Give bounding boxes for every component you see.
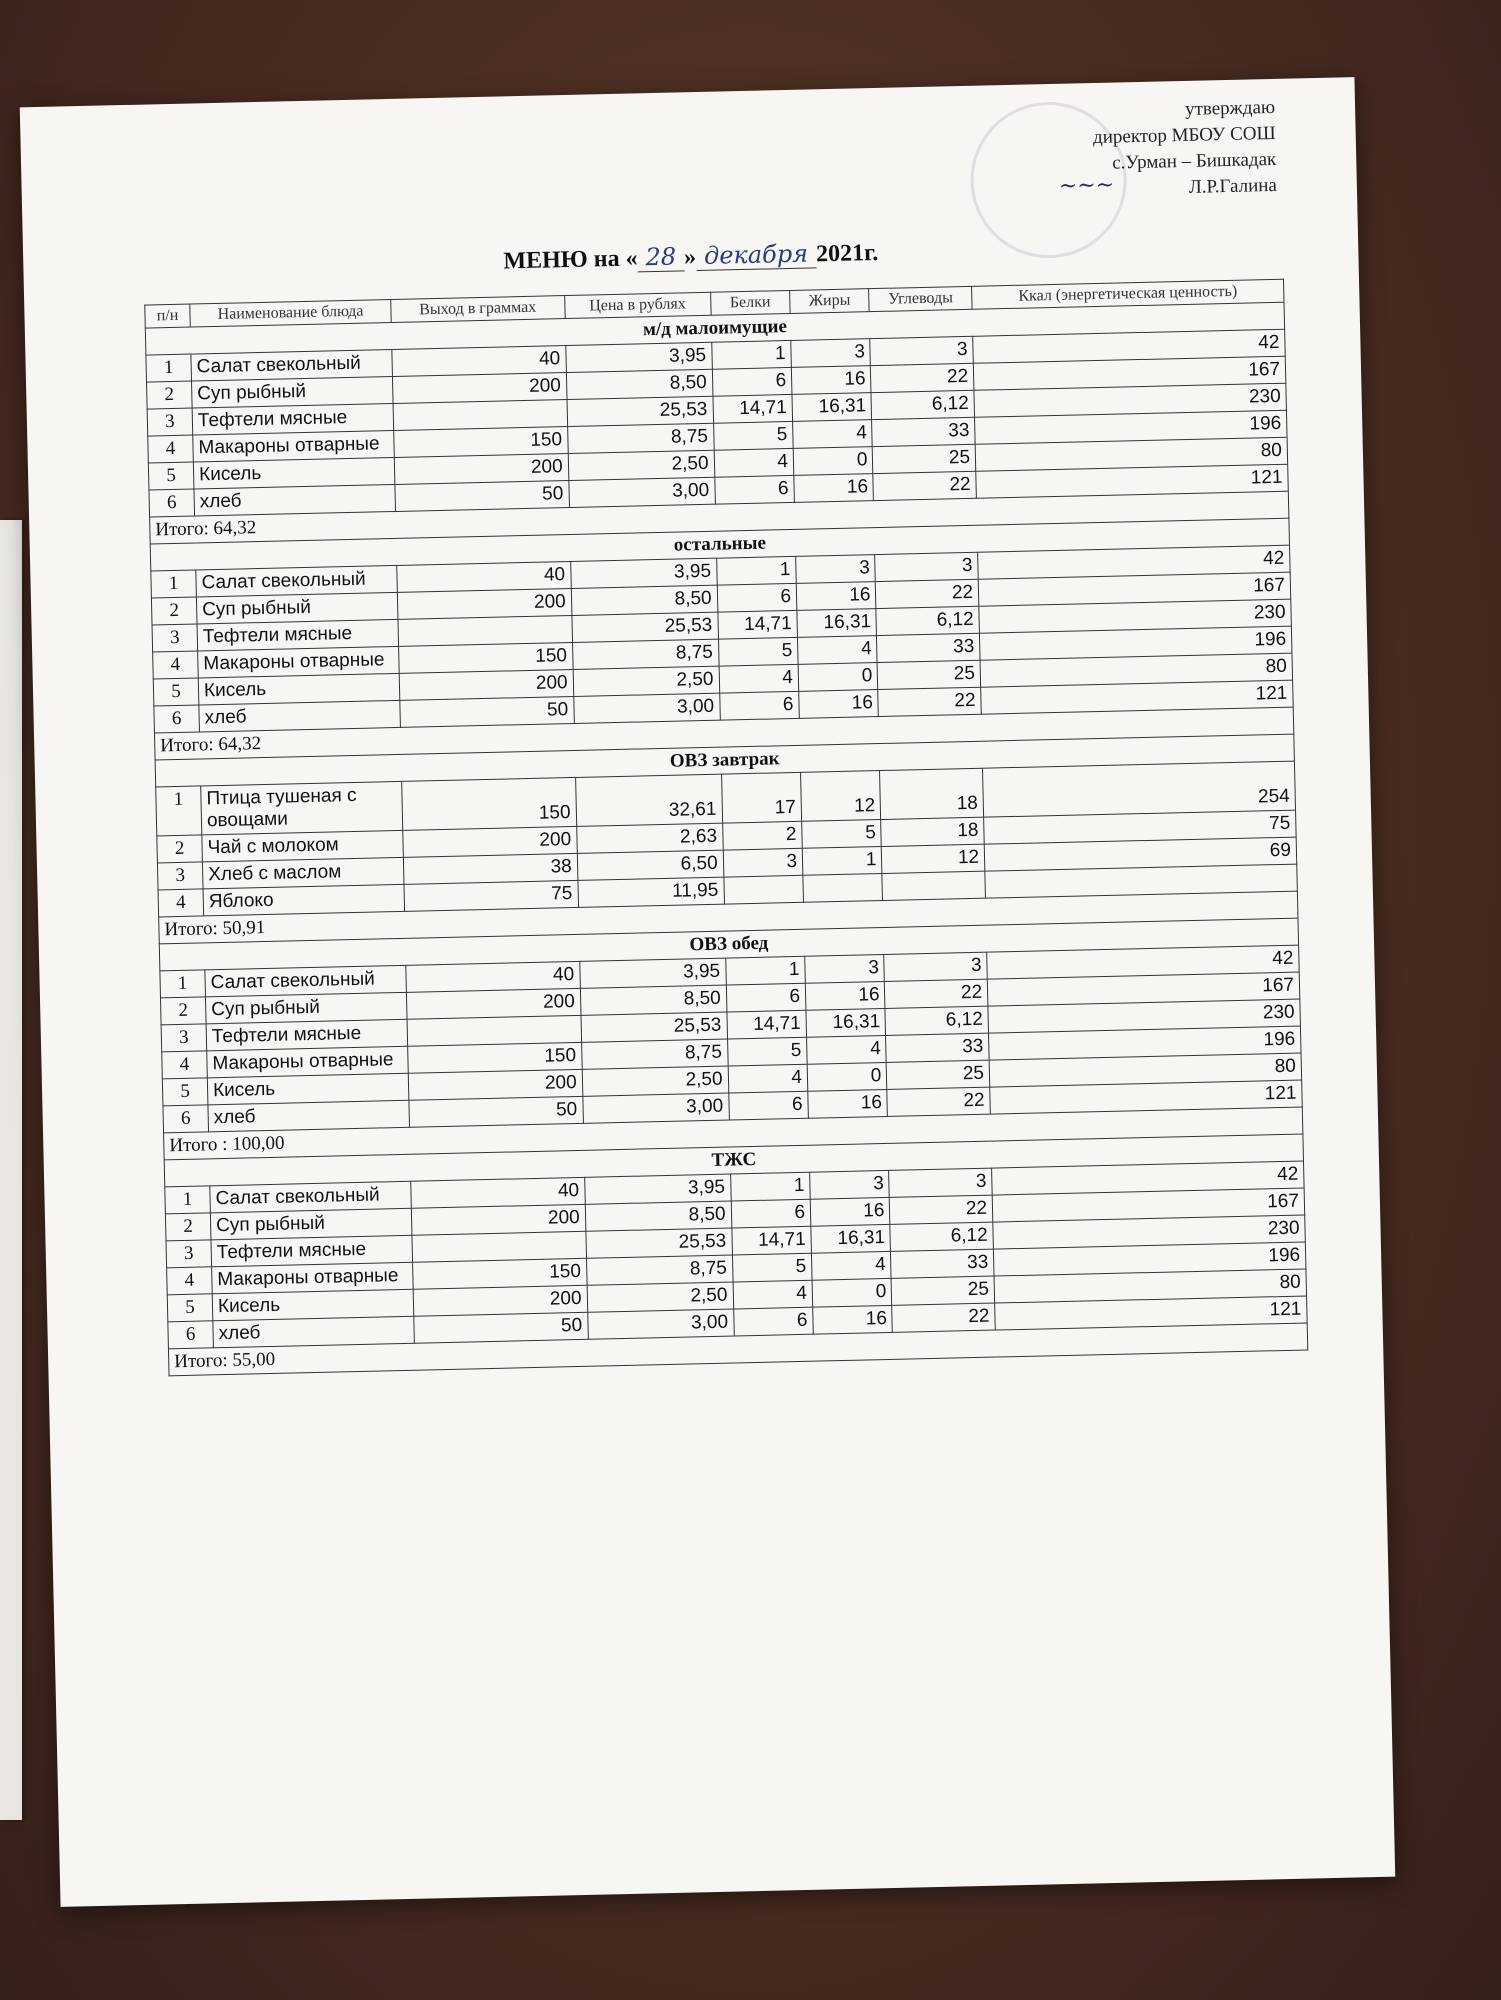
row-index: 6 bbox=[149, 489, 195, 517]
table-cell: 75 bbox=[404, 880, 578, 911]
table-cell: 121 bbox=[990, 1080, 1302, 1114]
table-cell: 12 bbox=[882, 844, 985, 873]
table-cell: 3 bbox=[796, 555, 876, 584]
table-cell: 230 bbox=[974, 383, 1286, 417]
row-index: 1 bbox=[160, 970, 206, 998]
table-cell: 150 bbox=[399, 642, 573, 673]
row-index: 4 bbox=[162, 1051, 208, 1079]
table-cell: 22 bbox=[890, 1195, 993, 1224]
table-cell: 50 bbox=[400, 696, 574, 727]
table-cell: 121 bbox=[981, 680, 1293, 714]
table-cell: 3 bbox=[884, 952, 987, 981]
row-index: 5 bbox=[153, 678, 199, 706]
dish-name: Хлеб с маслом bbox=[202, 857, 404, 889]
table-cell: 3 bbox=[875, 552, 978, 581]
table-cell: 0 bbox=[793, 447, 873, 476]
table-cell: 25 bbox=[891, 1276, 994, 1305]
table-cell: 14,71 bbox=[713, 394, 793, 423]
table-cell bbox=[393, 400, 567, 431]
dish-name: Суп рыбный bbox=[196, 592, 398, 624]
row-index: 2 bbox=[165, 1213, 211, 1241]
dish-name: Салат свекольный bbox=[210, 1181, 412, 1213]
col-header: п/н bbox=[145, 304, 191, 328]
table-cell: 32,61 bbox=[575, 774, 722, 826]
title-suffix: 2021г. bbox=[815, 239, 879, 268]
row-index: 4 bbox=[167, 1267, 213, 1295]
table-cell: 3,95 bbox=[570, 558, 717, 588]
table-cell: 22 bbox=[878, 687, 981, 716]
row-index: 2 bbox=[151, 597, 197, 625]
table-cell: 50 bbox=[409, 1096, 583, 1127]
table-cell: 25,53 bbox=[572, 612, 719, 642]
table-cell: 8,75 bbox=[581, 1039, 728, 1069]
adjacent-paper-edge bbox=[0, 520, 22, 1820]
dish-name: Макароны отварные bbox=[212, 1262, 414, 1294]
table-cell: 6,50 bbox=[577, 850, 724, 880]
row-index: 3 bbox=[152, 624, 198, 652]
table-cell: 3 bbox=[870, 336, 973, 365]
approval-line-3: с.Урман – Бишкадак bbox=[1111, 148, 1277, 174]
table-cell: 16 bbox=[796, 582, 876, 611]
table-cell: 6,12 bbox=[890, 1222, 993, 1251]
table-cell: 22 bbox=[892, 1303, 995, 1332]
approval-signature-line bbox=[1058, 172, 1278, 201]
table-cell: 150 bbox=[402, 777, 577, 830]
table-cell: 16 bbox=[805, 981, 885, 1010]
row-index: 3 bbox=[166, 1240, 212, 1268]
table-cell: 200 bbox=[406, 988, 580, 1019]
table-cell: 3 bbox=[810, 1170, 890, 1199]
table-cell: 200 bbox=[413, 1285, 587, 1316]
table-cell: 2,50 bbox=[582, 1066, 729, 1096]
dish-name: Салат свекольный bbox=[196, 565, 398, 597]
row-index: 3 bbox=[157, 862, 203, 890]
table-cell: 16,31 bbox=[811, 1224, 891, 1253]
table-cell: 167 bbox=[973, 356, 1285, 390]
table-cell: 40 bbox=[411, 1177, 585, 1208]
table-cell: 3,00 bbox=[573, 693, 720, 723]
table-cell: 5 bbox=[732, 1253, 812, 1282]
table-cell: 33 bbox=[877, 633, 980, 662]
table-cell: 18 bbox=[880, 768, 984, 819]
table-cell: 25,53 bbox=[586, 1228, 733, 1258]
page-title bbox=[23, 227, 1358, 286]
table-cell: 5 bbox=[727, 1037, 807, 1066]
row-index: 6 bbox=[154, 705, 200, 733]
table-cell: 14,71 bbox=[731, 1226, 811, 1255]
table-cell: 33 bbox=[872, 417, 975, 446]
table-cell: 42 bbox=[978, 545, 1290, 579]
table-cell: 12 bbox=[801, 771, 882, 822]
dish-name: хлеб bbox=[208, 1100, 410, 1132]
menu-sheet bbox=[20, 77, 1395, 1907]
dish-name: Макароны отварные bbox=[207, 1046, 409, 1078]
table-cell bbox=[723, 875, 803, 904]
section-title: остальные bbox=[150, 518, 1289, 571]
section-total: Итого: 50,91 bbox=[159, 891, 1298, 944]
table-cell: 16,31 bbox=[792, 393, 872, 422]
table-cell: 200 bbox=[408, 1069, 582, 1100]
table-cell: 5 bbox=[713, 421, 793, 450]
table-cell: 3,95 bbox=[584, 1174, 731, 1204]
dish-name: Кисель bbox=[193, 457, 395, 489]
table-cell: 11,95 bbox=[578, 877, 725, 907]
table-cell: 16 bbox=[799, 690, 879, 719]
dish-name: Суп рыбный bbox=[205, 992, 407, 1024]
table-cell: 196 bbox=[993, 1242, 1305, 1276]
table-cell: 200 bbox=[397, 588, 571, 619]
table-cell: 14,71 bbox=[727, 1010, 807, 1039]
row-index: 1 bbox=[165, 1186, 211, 1214]
menu-table bbox=[144, 279, 1308, 1377]
table-cell: 196 bbox=[989, 1026, 1301, 1060]
table-cell: 14,71 bbox=[717, 610, 797, 639]
dish-name: Тефтели мясные bbox=[211, 1235, 413, 1267]
table-cell: 8,50 bbox=[571, 585, 718, 615]
table-cell: 121 bbox=[995, 1296, 1307, 1330]
table-cell: 1 bbox=[725, 956, 805, 985]
table-cell: 33 bbox=[891, 1249, 994, 1278]
table-cell: 230 bbox=[988, 999, 1300, 1033]
table-cell: 3 bbox=[805, 954, 885, 983]
table-cell: 6 bbox=[733, 1307, 813, 1336]
table-cell: 40 bbox=[406, 961, 580, 992]
row-index: 6 bbox=[168, 1321, 214, 1349]
handwritten-signature: ~~~ bbox=[1058, 172, 1115, 199]
row-index: 2 bbox=[160, 997, 206, 1025]
table-cell: 3,00 bbox=[587, 1309, 734, 1339]
table-cell: 22 bbox=[885, 979, 988, 1008]
table-cell: 4 bbox=[811, 1251, 891, 1280]
table-cell: 16 bbox=[813, 1305, 893, 1334]
dish-name: Тефтели мясные bbox=[197, 619, 399, 651]
dish-name: хлеб bbox=[194, 484, 396, 516]
row-index: 6 bbox=[163, 1105, 209, 1133]
table-cell: 4 bbox=[733, 1280, 813, 1309]
table-cell: 5 bbox=[802, 820, 882, 849]
table-cell: 8,50 bbox=[580, 985, 727, 1015]
table-cell: 2 bbox=[722, 821, 802, 850]
table-cell: 3,95 bbox=[579, 958, 726, 988]
section-total: Итого: 64,32 bbox=[150, 491, 1289, 544]
table-cell: 0 bbox=[798, 663, 878, 692]
table-cell: 0 bbox=[807, 1062, 887, 1091]
table-cell: 22 bbox=[873, 471, 976, 500]
row-index: 1 bbox=[151, 570, 197, 598]
table-cell: 3,95 bbox=[565, 342, 712, 372]
col-header: Жиры bbox=[790, 289, 870, 314]
dish-name: Макароны отварные bbox=[193, 430, 395, 462]
approval-line-4: Л.Р.Галина bbox=[1188, 174, 1278, 198]
table-cell: 4 bbox=[793, 420, 873, 449]
table-cell: 25,53 bbox=[567, 396, 714, 426]
table-cell: 8,75 bbox=[572, 639, 719, 669]
table-cell: 40 bbox=[392, 346, 566, 377]
table-cell: 254 bbox=[983, 761, 1296, 817]
table-cell: 167 bbox=[987, 972, 1299, 1006]
table-cell: 3 bbox=[791, 339, 871, 368]
dish-name: Яблоко bbox=[203, 884, 405, 916]
table-cell: 80 bbox=[989, 1053, 1301, 1087]
table-cell: 167 bbox=[992, 1188, 1304, 1222]
menu-table-body bbox=[145, 302, 1307, 1376]
approval-block bbox=[1058, 95, 1278, 203]
table-cell: 16 bbox=[810, 1197, 890, 1226]
table-cell: 80 bbox=[980, 653, 1292, 687]
section-total: Итого: 64,32 bbox=[154, 707, 1293, 760]
col-header: Углеводы bbox=[869, 286, 972, 311]
section-title: ОВЗ завтрак bbox=[155, 734, 1294, 787]
dish-name: Чай с молоком bbox=[202, 830, 404, 862]
title-month: декабря bbox=[696, 239, 817, 271]
table-cell: 1 bbox=[802, 847, 882, 876]
table-cell: 6 bbox=[731, 1199, 811, 1228]
dish-name: хлеб bbox=[213, 1316, 415, 1348]
table-cell: 80 bbox=[994, 1269, 1306, 1303]
row-index: 5 bbox=[148, 462, 194, 490]
table-cell: 8,50 bbox=[566, 369, 713, 399]
table-cell: 200 bbox=[394, 454, 568, 485]
section-total: Итого: 55,00 bbox=[168, 1323, 1307, 1376]
table-cell: 50 bbox=[414, 1312, 588, 1343]
table-cell: 4 bbox=[797, 636, 877, 665]
table-cell: 150 bbox=[413, 1258, 587, 1289]
table-cell: 2,50 bbox=[568, 450, 715, 480]
row-index: 5 bbox=[167, 1294, 213, 1322]
table-cell: 4 bbox=[807, 1035, 887, 1064]
table-cell: 33 bbox=[886, 1033, 989, 1062]
table-cell: 38 bbox=[403, 853, 577, 884]
table-cell: 200 bbox=[403, 826, 577, 857]
table-cell: 25 bbox=[887, 1060, 990, 1089]
table-cell: 167 bbox=[978, 572, 1290, 606]
dish-name: Кисель bbox=[198, 673, 400, 705]
section-title: м/д малоимущие bbox=[145, 302, 1284, 355]
row-index: 1 bbox=[156, 786, 202, 836]
table-cell: 196 bbox=[980, 626, 1292, 660]
dish-name: Кисель bbox=[212, 1289, 414, 1321]
table-cell bbox=[398, 615, 572, 646]
table-cell: 22 bbox=[876, 579, 979, 608]
table-cell: 2,50 bbox=[573, 666, 720, 696]
table-cell: 80 bbox=[975, 437, 1287, 471]
dish-name: Макароны отварные bbox=[198, 646, 400, 678]
table-cell: 8,75 bbox=[586, 1255, 733, 1285]
table-cell: 16 bbox=[791, 366, 871, 395]
table-cell: 22 bbox=[871, 363, 974, 392]
table-cell: 3 bbox=[723, 848, 803, 877]
table-cell: 17 bbox=[721, 772, 802, 823]
table-cell: 1 bbox=[716, 556, 796, 585]
table-cell: 3 bbox=[889, 1168, 992, 1197]
row-index: 4 bbox=[148, 435, 194, 463]
table-cell: 230 bbox=[979, 599, 1291, 633]
table-cell: 6 bbox=[719, 691, 799, 720]
table-cell: 200 bbox=[392, 373, 566, 404]
table-cell: 6 bbox=[728, 1091, 808, 1120]
dish-name: Салат свекольный bbox=[205, 965, 407, 997]
dish-name: Кисель bbox=[207, 1073, 409, 1105]
table-cell: 18 bbox=[881, 817, 984, 846]
approval-line-1: утверждаю bbox=[1184, 96, 1276, 120]
table-cell: 150 bbox=[394, 427, 568, 458]
table-cell: 2,50 bbox=[587, 1282, 734, 1312]
table-cell: 40 bbox=[397, 562, 571, 593]
dish-name: Суп рыбный bbox=[210, 1208, 412, 1240]
table-cell: 16 bbox=[794, 474, 874, 503]
table-cell: 2,63 bbox=[576, 823, 723, 853]
table-cell: 5 bbox=[718, 637, 798, 666]
row-index: 3 bbox=[161, 1024, 207, 1052]
title-day: 28 bbox=[637, 242, 684, 272]
table-cell bbox=[882, 871, 985, 900]
row-index: 4 bbox=[153, 651, 199, 679]
table-cell: 25 bbox=[873, 444, 976, 473]
section-total: Итого : 100,00 bbox=[164, 1107, 1303, 1160]
dish-name: Тефтели мясные bbox=[192, 403, 394, 435]
table-cell: 1 bbox=[730, 1172, 810, 1201]
table-cell: 6 bbox=[714, 475, 794, 504]
table-cell bbox=[803, 874, 883, 903]
section-title: ТЖС bbox=[164, 1134, 1303, 1187]
table-cell: 6,12 bbox=[885, 1006, 988, 1035]
table-cell: 6 bbox=[717, 583, 797, 612]
table-cell: 42 bbox=[973, 329, 1285, 363]
col-header: Цена в рублях bbox=[564, 292, 710, 318]
title-mid: » bbox=[683, 244, 697, 271]
table-cell: 196 bbox=[975, 410, 1287, 444]
row-index: 5 bbox=[162, 1078, 208, 1106]
col-header: Ккал (энергетическая ценность) bbox=[972, 279, 1284, 309]
table-cell: 200 bbox=[399, 669, 573, 700]
table-cell: 3,00 bbox=[568, 477, 715, 507]
row-index: 2 bbox=[147, 381, 193, 409]
table-cell: 6 bbox=[726, 983, 806, 1012]
table-cell: 69 bbox=[984, 837, 1296, 871]
table-cell: 75 bbox=[984, 810, 1296, 844]
title-prefix: МЕНЮ на « bbox=[503, 245, 638, 275]
row-index: 3 bbox=[147, 408, 193, 436]
row-index: 4 bbox=[158, 889, 204, 917]
table-cell: 8,75 bbox=[567, 423, 714, 453]
table-cell: 8,50 bbox=[585, 1201, 732, 1231]
table-cell bbox=[412, 1231, 586, 1262]
table-cell bbox=[407, 1015, 581, 1046]
table-cell: 42 bbox=[992, 1161, 1304, 1195]
col-header: Наименование блюда bbox=[190, 300, 391, 328]
table-cell: 150 bbox=[408, 1042, 582, 1073]
table-cell: 6,12 bbox=[871, 390, 974, 419]
table-cell: 4 bbox=[719, 664, 799, 693]
dish-name: Тефтели мясные bbox=[206, 1019, 408, 1051]
section-title: ОВЗ обед bbox=[159, 918, 1298, 971]
table-cell: 3,00 bbox=[582, 1093, 729, 1123]
table-cell: 42 bbox=[987, 945, 1299, 979]
col-header: Белки bbox=[710, 290, 790, 315]
table-cell: 6,12 bbox=[876, 606, 979, 635]
dish-name: Птица тушеная с овощами bbox=[201, 781, 403, 835]
row-index: 1 bbox=[146, 354, 192, 382]
table-cell: 16,31 bbox=[806, 1008, 886, 1037]
table-cell: 25,53 bbox=[581, 1012, 728, 1042]
table-cell: 200 bbox=[411, 1204, 585, 1235]
table-cell: 6 bbox=[712, 367, 792, 396]
dish-name: Салат свекольный bbox=[191, 349, 393, 381]
table-cell: 22 bbox=[887, 1087, 990, 1116]
dish-name: хлеб bbox=[199, 700, 401, 732]
table-cell: 16 bbox=[808, 1089, 888, 1118]
table-cell: 25 bbox=[878, 660, 981, 689]
col-header: Выход в граммах bbox=[391, 296, 565, 323]
dish-name: Суп рыбный bbox=[192, 376, 394, 408]
row-index: 2 bbox=[157, 835, 203, 863]
table-cell: 230 bbox=[993, 1215, 1305, 1249]
approval-line-2: директор МБОУ СОШ bbox=[1092, 122, 1276, 149]
table-cell: 0 bbox=[812, 1278, 892, 1307]
table-cell: 16,31 bbox=[797, 609, 877, 638]
table-cell: 4 bbox=[728, 1064, 808, 1093]
table-cell: 121 bbox=[976, 464, 1288, 498]
table-cell: 50 bbox=[395, 481, 569, 512]
table-cell: 4 bbox=[714, 448, 794, 477]
table-cell: 1 bbox=[711, 340, 791, 369]
